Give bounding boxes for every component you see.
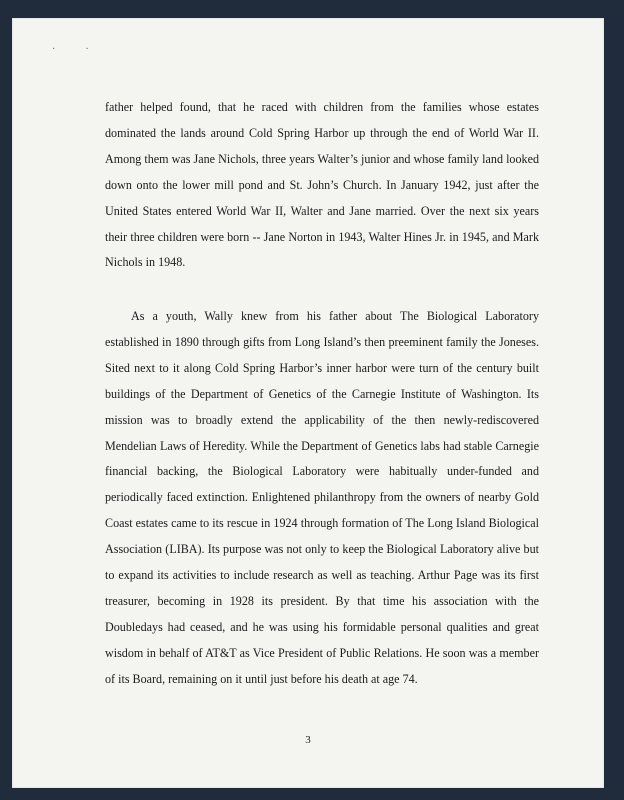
scan-specks: ·· bbox=[52, 44, 119, 55]
paragraph-1: father helped found, that he raced with children from the families whose estates dominated the lands around Cold Spring Harbor up through the end of World War II. Among them was Jane Nichols, three years Walter’s junior and whose family land looked down onto the lower mill pond and St. John’s Church. In January 1942, just after the United States entered World War II, Walter and Jane married. Over the next six years their three children were born -- Jane Norton in 1943, Walter Hines Jr. in 1945, and Mark Nichols in 1948. bbox=[105, 100, 539, 270]
paper-sheet bbox=[12, 18, 604, 788]
page-number: 3 bbox=[305, 734, 311, 746]
paragraph-2: As a youth, Wally knew from his father about The Biological Laboratory established in 1890 through gifts from Long Island’s then preeminent family the Joneses. Sited next to it along Cold Spring Harbor’s inner harbor were turn of the century built buildings of the Department of Genetics of the Carnegie Institute of Washington. Its mission was to broadly extend the applicability of the then newly-rediscovered Mendelian Laws of Heredity. While the Department of Genetics labs had stable Carnegie financial backing, the Biological Laboratory were habitually under-funded and periodically faced extinction. Enlightened philanthropy from the owners of nearby Gold Coast estates came to its rescue in 1924 through formation of The Long Island Biological Association (LIBA). Its purpose was not only to keep the Biological Laboratory alive but to expand its activities to include research as well as teaching. Arthur Page was its first treasurer, becoming in 1928 its president. By that time his association with the Doubledays had ceased, and he was using his formidable personal qualities and great wisdom in behalf of AT&T as Vice President of Public Relations. He soon was a member of its Board, remaining on it until just before his death at age 74. bbox=[105, 309, 539, 686]
